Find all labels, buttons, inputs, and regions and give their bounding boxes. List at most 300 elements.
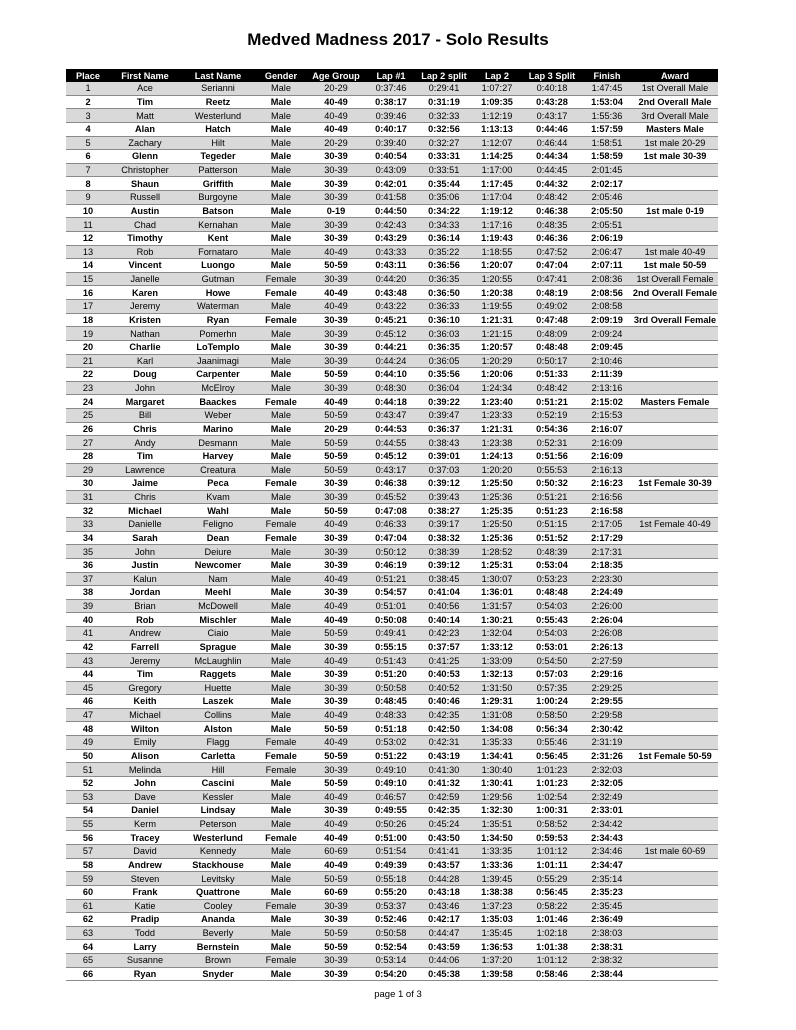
cell-award (632, 681, 718, 695)
cell-lap-2-split: 0:40:52 (416, 681, 472, 695)
table-row (66, 845, 718, 859)
table-row (66, 681, 718, 695)
cell-place: 44 (66, 667, 110, 681)
cell-first-name: Chris (110, 490, 180, 504)
cell-finish: 2:18:35 (582, 558, 632, 572)
cell-finish: 2:38:31 (582, 940, 632, 954)
cell-gender: Male (256, 695, 306, 709)
cell-last-name: Beverly (180, 926, 256, 940)
cell-place: 20 (66, 340, 110, 354)
cell-last-name: Levitsky (180, 872, 256, 886)
cell-gender: Male (256, 817, 306, 831)
cell-lap-2-split: 0:39:47 (416, 409, 472, 423)
cell-lap-3-split: 0:54:50 (522, 654, 582, 668)
cell-age-group: 30-39 (306, 340, 366, 354)
cell-lap-1: 0:43:29 (366, 231, 416, 245)
cell-award: Masters Male (632, 122, 718, 136)
cell-place: 63 (66, 926, 110, 940)
table-row (66, 231, 718, 245)
cell-award (632, 940, 718, 954)
cell-place: 9 (66, 191, 110, 205)
cell-lap-3-split: 1:02:54 (522, 790, 582, 804)
cell-finish: 2:07:11 (582, 259, 632, 273)
cell-lap-1: 0:54:20 (366, 967, 416, 981)
cell-lap-1: 0:37:46 (366, 82, 416, 95)
cell-lap-3-split: 0:48:48 (522, 586, 582, 600)
cell-lap-2-split: 0:43:46 (416, 899, 472, 913)
cell-lap-1: 0:44:55 (366, 436, 416, 450)
cell-last-name: Jaanimagi (180, 354, 256, 368)
table-row (66, 327, 718, 341)
cell-age-group: 30-39 (306, 163, 366, 177)
cell-age-group: 60-69 (306, 885, 366, 899)
cell-place: 32 (66, 504, 110, 518)
cell-place: 53 (66, 790, 110, 804)
cell-last-name: McElroy (180, 381, 256, 395)
cell-gender: Female (256, 749, 306, 763)
cell-lap-3-split: 0:50:32 (522, 477, 582, 491)
cell-last-name: Batson (180, 204, 256, 218)
cell-lap-1: 0:53:37 (366, 899, 416, 913)
cell-gender: Male (256, 545, 306, 559)
cell-award (632, 354, 718, 368)
cell-last-name: Quattrone (180, 885, 256, 899)
cell-lap-3-split: 0:44:34 (522, 150, 582, 164)
cell-gender: Male (256, 368, 306, 382)
cell-lap-3-split: 0:52:31 (522, 436, 582, 450)
column-header-lap-3-split: Lap 3 Split (522, 69, 582, 82)
cell-lap-2-split: 0:42:59 (416, 790, 472, 804)
cell-finish: 2:36:49 (582, 913, 632, 927)
cell-lap-2-split: 0:39:17 (416, 518, 472, 532)
cell-lap-2-split: 0:33:31 (416, 150, 472, 164)
cell-award (632, 722, 718, 736)
cell-lap-2: 1:23:40 (472, 395, 522, 409)
table-row (66, 177, 718, 191)
cell-finish: 1:55:36 (582, 109, 632, 123)
cell-lap-1: 0:44:20 (366, 272, 416, 286)
cell-place: 54 (66, 804, 110, 818)
cell-lap-1: 0:49:55 (366, 804, 416, 818)
cell-lap-2-split: 0:38:27 (416, 504, 472, 518)
cell-place: 34 (66, 531, 110, 545)
cell-age-group: 40-49 (306, 300, 366, 314)
cell-lap-2: 1:24:13 (472, 449, 522, 463)
cell-lap-2: 1:33:09 (472, 654, 522, 668)
cell-lap-3-split: 0:51:21 (522, 395, 582, 409)
cell-age-group: 40-49 (306, 286, 366, 300)
cell-last-name: Snyder (180, 967, 256, 981)
cell-award (632, 586, 718, 600)
cell-finish: 2:32:03 (582, 763, 632, 777)
cell-first-name: Kalun (110, 572, 180, 586)
cell-award (632, 163, 718, 177)
cell-age-group: 40-49 (306, 395, 366, 409)
cell-age-group: 40-49 (306, 613, 366, 627)
cell-finish: 2:34:46 (582, 845, 632, 859)
cell-age-group: 40-49 (306, 518, 366, 532)
cell-first-name: Kristen (110, 313, 180, 327)
cell-lap-1: 0:45:12 (366, 327, 416, 341)
cell-gender: Male (256, 913, 306, 927)
cell-first-name: John (110, 381, 180, 395)
cell-lap-2: 1:29:31 (472, 695, 522, 709)
cell-last-name: McDowell (180, 599, 256, 613)
table-row (66, 463, 718, 477)
cell-lap-2: 1:19:43 (472, 231, 522, 245)
cell-first-name: Chris (110, 422, 180, 436)
table-row (66, 776, 718, 790)
cell-place: 57 (66, 845, 110, 859)
cell-first-name: Bill (110, 409, 180, 423)
table-row (66, 572, 718, 586)
cell-lap-2: 1:32:04 (472, 627, 522, 641)
cell-gender: Male (256, 463, 306, 477)
cell-age-group: 50-59 (306, 449, 366, 463)
cell-first-name: Jeremy (110, 300, 180, 314)
cell-last-name: Deiure (180, 545, 256, 559)
cell-age-group: 0-19 (306, 204, 366, 218)
cell-finish: 2:35:45 (582, 899, 632, 913)
cell-finish: 1:58:51 (582, 136, 632, 150)
cell-lap-1: 0:51:18 (366, 722, 416, 736)
cell-lap-1: 0:39:40 (366, 136, 416, 150)
cell-finish: 2:31:19 (582, 736, 632, 750)
cell-lap-2: 1:20:55 (472, 272, 522, 286)
cell-gender: Male (256, 790, 306, 804)
cell-last-name: Waterman (180, 300, 256, 314)
table-row (66, 204, 718, 218)
cell-age-group: 40-49 (306, 122, 366, 136)
cell-place: 24 (66, 395, 110, 409)
cell-award (632, 872, 718, 886)
cell-last-name: Peterson (180, 817, 256, 831)
cell-finish: 2:08:58 (582, 300, 632, 314)
cell-first-name: Zachary (110, 136, 180, 150)
cell-lap-2: 1:30:07 (472, 572, 522, 586)
cell-age-group: 50-59 (306, 436, 366, 450)
cell-place: 39 (66, 599, 110, 613)
cell-award (632, 967, 718, 981)
cell-lap-2: 1:31:57 (472, 599, 522, 613)
cell-gender: Male (256, 136, 306, 150)
cell-lap-1: 0:45:52 (366, 490, 416, 504)
cell-lap-1: 0:52:46 (366, 913, 416, 927)
cell-lap-2: 1:17:00 (472, 163, 522, 177)
cell-lap-2: 1:25:50 (472, 518, 522, 532)
cell-age-group: 50-59 (306, 749, 366, 763)
cell-lap-3-split: 0:40:18 (522, 82, 582, 95)
cell-last-name: Westerlund (180, 831, 256, 845)
cell-first-name: Rob (110, 245, 180, 259)
table-row (66, 708, 718, 722)
cell-finish: 1:53:04 (582, 95, 632, 109)
cell-gender: Male (256, 681, 306, 695)
cell-place: 31 (66, 490, 110, 504)
cell-first-name: Frank (110, 885, 180, 899)
cell-first-name: Rob (110, 613, 180, 627)
cell-first-name: Kerm (110, 817, 180, 831)
cell-first-name: David (110, 845, 180, 859)
cell-lap-2-split: 0:37:03 (416, 463, 472, 477)
cell-last-name: Serianni (180, 82, 256, 95)
cell-lap-2: 1:17:04 (472, 191, 522, 205)
cell-lap-2-split: 0:42:35 (416, 708, 472, 722)
table-row (66, 436, 718, 450)
cell-last-name: Cooley (180, 899, 256, 913)
cell-place: 18 (66, 313, 110, 327)
cell-age-group: 50-59 (306, 872, 366, 886)
table-row (66, 586, 718, 600)
cell-award (632, 913, 718, 927)
cell-lap-2: 1:37:23 (472, 899, 522, 913)
cell-gender: Male (256, 586, 306, 600)
cell-lap-1: 0:43:11 (366, 259, 416, 273)
cell-age-group: 30-39 (306, 313, 366, 327)
cell-lap-2: 1:20:20 (472, 463, 522, 477)
cell-first-name: Danielle (110, 518, 180, 532)
cell-last-name: Griffith (180, 177, 256, 191)
cell-finish: 2:32:49 (582, 790, 632, 804)
cell-last-name: Stackhouse (180, 858, 256, 872)
cell-age-group: 30-39 (306, 218, 366, 232)
cell-lap-1: 0:42:01 (366, 177, 416, 191)
cell-age-group: 50-59 (306, 368, 366, 382)
cell-lap-2: 1:18:55 (472, 245, 522, 259)
cell-first-name: Wilton (110, 722, 180, 736)
cell-lap-3-split: 1:01:38 (522, 940, 582, 954)
cell-finish: 2:26:13 (582, 640, 632, 654)
cell-place: 30 (66, 477, 110, 491)
cell-last-name: Baackes (180, 395, 256, 409)
cell-lap-2-split: 0:35:56 (416, 368, 472, 382)
cell-lap-2-split: 0:42:23 (416, 627, 472, 641)
cell-age-group: 30-39 (306, 354, 366, 368)
column-header-last-name: Last Name (180, 69, 256, 82)
cell-lap-2: 1:30:21 (472, 613, 522, 627)
cell-lap-2: 1:07:27 (472, 82, 522, 95)
cell-award (632, 899, 718, 913)
cell-lap-2-split: 0:35:44 (416, 177, 472, 191)
cell-age-group: 20-29 (306, 82, 366, 95)
cell-lap-1: 0:53:14 (366, 954, 416, 968)
table-row (66, 558, 718, 572)
cell-last-name: Reetz (180, 95, 256, 109)
cell-age-group: 30-39 (306, 381, 366, 395)
table-body (66, 82, 718, 981)
cell-first-name: Katie (110, 899, 180, 913)
cell-lap-2-split: 0:42:17 (416, 913, 472, 927)
cell-age-group: 50-59 (306, 940, 366, 954)
cell-lap-2-split: 0:42:50 (416, 722, 472, 736)
cell-finish: 2:01:45 (582, 163, 632, 177)
cell-gender: Male (256, 409, 306, 423)
cell-gender: Female (256, 518, 306, 532)
cell-lap-1: 0:53:02 (366, 736, 416, 750)
cell-gender: Female (256, 954, 306, 968)
cell-lap-2: 1:24:34 (472, 381, 522, 395)
cell-lap-1: 0:50:08 (366, 613, 416, 627)
cell-age-group: 40-49 (306, 831, 366, 845)
cell-place: 8 (66, 177, 110, 191)
cell-gender: Female (256, 531, 306, 545)
cell-finish: 2:35:23 (582, 885, 632, 899)
cell-lap-1: 0:50:12 (366, 545, 416, 559)
cell-finish: 2:34:42 (582, 817, 632, 831)
cell-lap-2: 1:35:45 (472, 926, 522, 940)
cell-lap-1: 0:48:30 (366, 381, 416, 395)
cell-place: 41 (66, 627, 110, 641)
cell-award (632, 776, 718, 790)
cell-finish: 1:58:59 (582, 150, 632, 164)
table-row (66, 872, 718, 886)
cell-age-group: 30-39 (306, 490, 366, 504)
cell-last-name: Burgoyne (180, 191, 256, 205)
cell-lap-3-split: 1:01:23 (522, 763, 582, 777)
cell-lap-3-split: 1:00:24 (522, 695, 582, 709)
cell-first-name: Charlie (110, 340, 180, 354)
cell-award: 1st male 40-49 (632, 245, 718, 259)
cell-place: 62 (66, 913, 110, 927)
cell-lap-3-split: 0:55:46 (522, 736, 582, 750)
cell-first-name: Alan (110, 122, 180, 136)
cell-last-name: Cascini (180, 776, 256, 790)
cell-gender: Male (256, 845, 306, 859)
cell-finish: 2:29:16 (582, 667, 632, 681)
cell-first-name: Ace (110, 82, 180, 95)
cell-first-name: Michael (110, 504, 180, 518)
cell-lap-1: 0:38:17 (366, 95, 416, 109)
cell-lap-2: 1:25:35 (472, 504, 522, 518)
table-row (66, 422, 718, 436)
table-row (66, 967, 718, 981)
cell-lap-3-split: 0:53:01 (522, 640, 582, 654)
cell-last-name: Collins (180, 708, 256, 722)
cell-last-name: Carpenter (180, 368, 256, 382)
cell-gender: Male (256, 708, 306, 722)
cell-lap-3-split: 1:02:18 (522, 926, 582, 940)
cell-finish: 1:57:59 (582, 122, 632, 136)
table-row (66, 722, 718, 736)
cell-lap-2: 1:33:35 (472, 845, 522, 859)
cell-lap-1: 0:40:17 (366, 122, 416, 136)
cell-finish: 2:16:56 (582, 490, 632, 504)
cell-lap-2-split: 0:36:35 (416, 340, 472, 354)
cell-award (632, 436, 718, 450)
table-row (66, 477, 718, 491)
cell-award (632, 409, 718, 423)
cell-gender: Male (256, 259, 306, 273)
cell-lap-2-split: 0:38:39 (416, 545, 472, 559)
cell-last-name: Sprague (180, 640, 256, 654)
cell-lap-2-split: 0:36:35 (416, 272, 472, 286)
column-header-first-name: First Name (110, 69, 180, 82)
cell-award (632, 804, 718, 818)
cell-lap-3-split: 0:53:23 (522, 572, 582, 586)
cell-award (632, 654, 718, 668)
cell-gender: Female (256, 286, 306, 300)
cell-lap-1: 0:43:17 (366, 463, 416, 477)
cell-age-group: 30-39 (306, 272, 366, 286)
cell-gender: Male (256, 82, 306, 95)
cell-award: 1st male 30-39 (632, 150, 718, 164)
cell-age-group: 30-39 (306, 150, 366, 164)
table-row (66, 954, 718, 968)
cell-lap-2: 1:39:45 (472, 872, 522, 886)
cell-last-name: Lindsay (180, 804, 256, 818)
cell-age-group: 40-49 (306, 817, 366, 831)
cell-lap-2-split: 0:44:28 (416, 872, 472, 886)
cell-first-name: Tim (110, 667, 180, 681)
cell-age-group: 30-39 (306, 763, 366, 777)
cell-lap-2: 1:19:55 (472, 300, 522, 314)
cell-finish: 2:31:26 (582, 749, 632, 763)
cell-finish: 2:08:36 (582, 272, 632, 286)
cell-place: 28 (66, 449, 110, 463)
cell-lap-2-split: 0:36:05 (416, 354, 472, 368)
cell-last-name: Kvam (180, 490, 256, 504)
cell-lap-3-split: 0:58:22 (522, 899, 582, 913)
cell-first-name: Russell (110, 191, 180, 205)
cell-place: 5 (66, 136, 110, 150)
cell-age-group: 30-39 (306, 545, 366, 559)
cell-age-group: 50-59 (306, 409, 366, 423)
cell-lap-1: 0:51:00 (366, 831, 416, 845)
cell-finish: 2:30:42 (582, 722, 632, 736)
cell-lap-3-split: 0:46:44 (522, 136, 582, 150)
cell-lap-2: 1:28:52 (472, 545, 522, 559)
column-header-gender: Gender (256, 69, 306, 82)
cell-lap-3-split: 1:01:12 (522, 845, 582, 859)
cell-place: 25 (66, 409, 110, 423)
cell-gender: Male (256, 885, 306, 899)
cell-lap-3-split: 0:51:33 (522, 368, 582, 382)
cell-lap-2-split: 0:36:14 (416, 231, 472, 245)
cell-lap-1: 0:44:24 (366, 354, 416, 368)
cell-lap-3-split: 0:51:15 (522, 518, 582, 532)
cell-age-group: 50-59 (306, 722, 366, 736)
cell-award (632, 763, 718, 777)
table-row (66, 272, 718, 286)
cell-first-name: Daniel (110, 804, 180, 818)
cell-place: 22 (66, 368, 110, 382)
cell-finish: 2:10:46 (582, 354, 632, 368)
cell-finish: 2:34:43 (582, 831, 632, 845)
cell-award: 1st male 0-19 (632, 204, 718, 218)
cell-gender: Male (256, 354, 306, 368)
cell-lap-2: 1:21:31 (472, 422, 522, 436)
cell-first-name: Glenn (110, 150, 180, 164)
cell-lap-1: 0:46:33 (366, 518, 416, 532)
table-row (66, 191, 718, 205)
cell-last-name: Tegeder (180, 150, 256, 164)
cell-finish: 2:17:31 (582, 545, 632, 559)
cell-lap-3-split: 0:43:17 (522, 109, 582, 123)
cell-lap-2-split: 0:36:04 (416, 381, 472, 395)
cell-award (632, 558, 718, 572)
cell-place: 7 (66, 163, 110, 177)
table-row (66, 504, 718, 518)
cell-first-name: Alison (110, 749, 180, 763)
cell-gender: Male (256, 150, 306, 164)
cell-lap-3-split: 0:57:35 (522, 681, 582, 695)
cell-place: 47 (66, 708, 110, 722)
cell-award: 1st male 60-69 (632, 845, 718, 859)
cell-last-name: Laszek (180, 695, 256, 709)
cell-award (632, 627, 718, 641)
cell-lap-1: 0:50:58 (366, 681, 416, 695)
cell-lap-2: 1:12:07 (472, 136, 522, 150)
